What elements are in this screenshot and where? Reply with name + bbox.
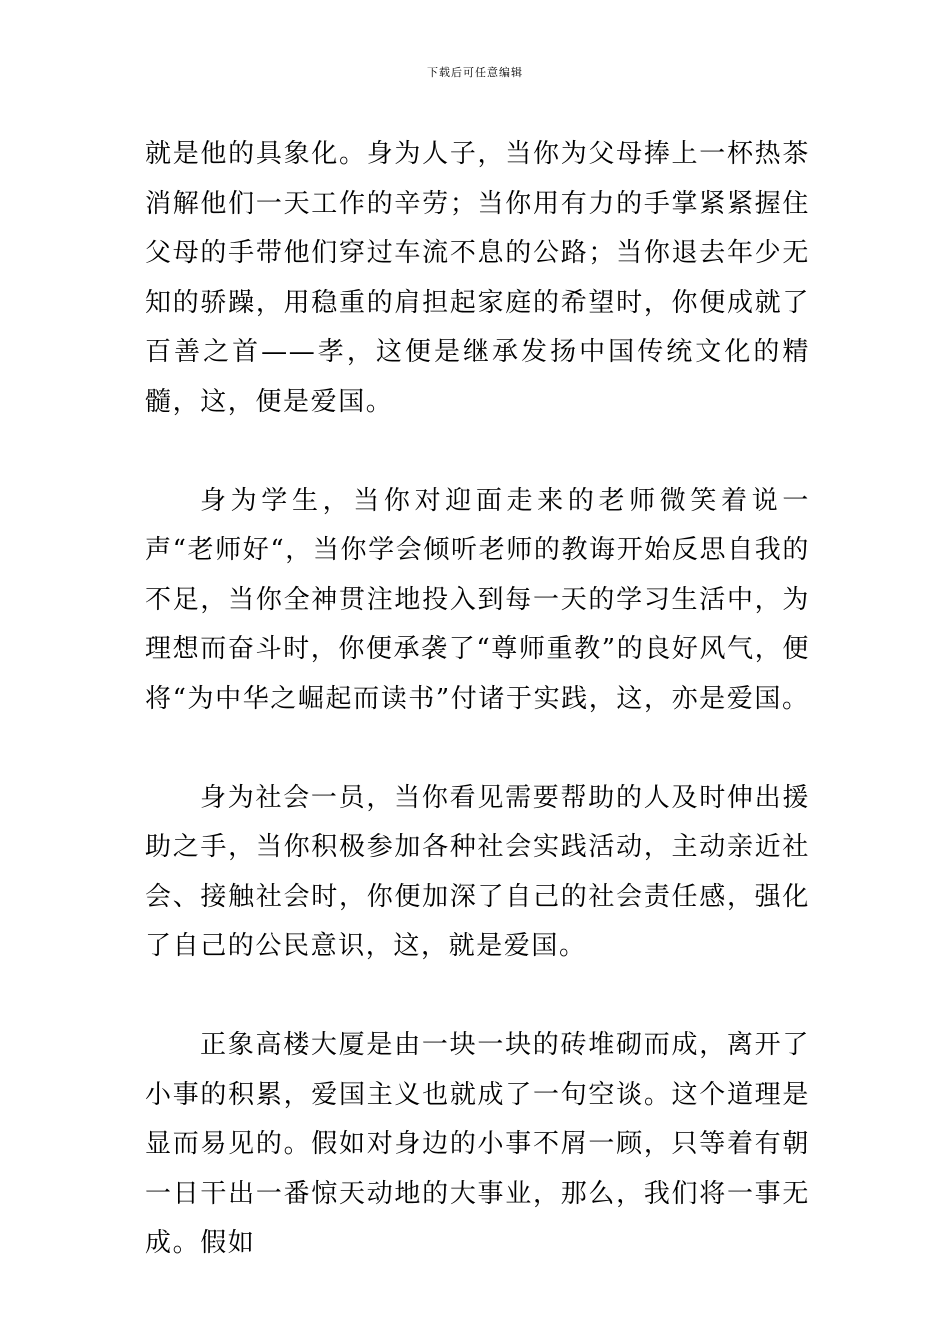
paragraph-2: 身为学生，当你对迎面走来的老师微笑着说一声“老师好“，当你学会倾听老师的教诲开始反思自我的不足，当你全神贯注地投入到每一天的学习生活中，为理想而奋斗时，你便承袭了“尊师重教”的良好风气，便将“为中华之崛起而读书”付诸于实践，这，亦是爱国。 xyxy=(145,485,810,714)
paragraph-1: 就是他的具象化。身为人子，当你为父母捧上一杯热茶消解他们一天工作的辛劳；当你用有力的手掌紧紧握住父母的手带他们穿过车流不息的公路；当你退去年少无知的骄躁，用稳重的肩担起家庭的希望时，你便成就了百善之首——孝，这便是继承发扬中国传统文化的精髓，这，便是爱国。 xyxy=(145,139,810,417)
paragraph-3: 身为社会一员，当你看见需要帮助的人及时伸出援助之手，当你积极参加各种社会实践活动，主动亲近社会、接触社会时，你便加深了自己的社会责任感，强化了自己的公民意识，这，就是爱国。 xyxy=(145,782,810,961)
page-header: 下载后可任意编辑 xyxy=(427,66,523,79)
paragraph-4: 正象高楼大厦是由一块一块的砖堆砌而成，离开了小事的积累，爱国主义也就成了一句空谈。这个道理是显而易见的。假如对身边的小事不屑一顾，只等着有朝一日干出一番惊天动地的大事业，那么，我们将一事无成。假如 xyxy=(145,1030,810,1258)
document-body xyxy=(145,130,810,1269)
